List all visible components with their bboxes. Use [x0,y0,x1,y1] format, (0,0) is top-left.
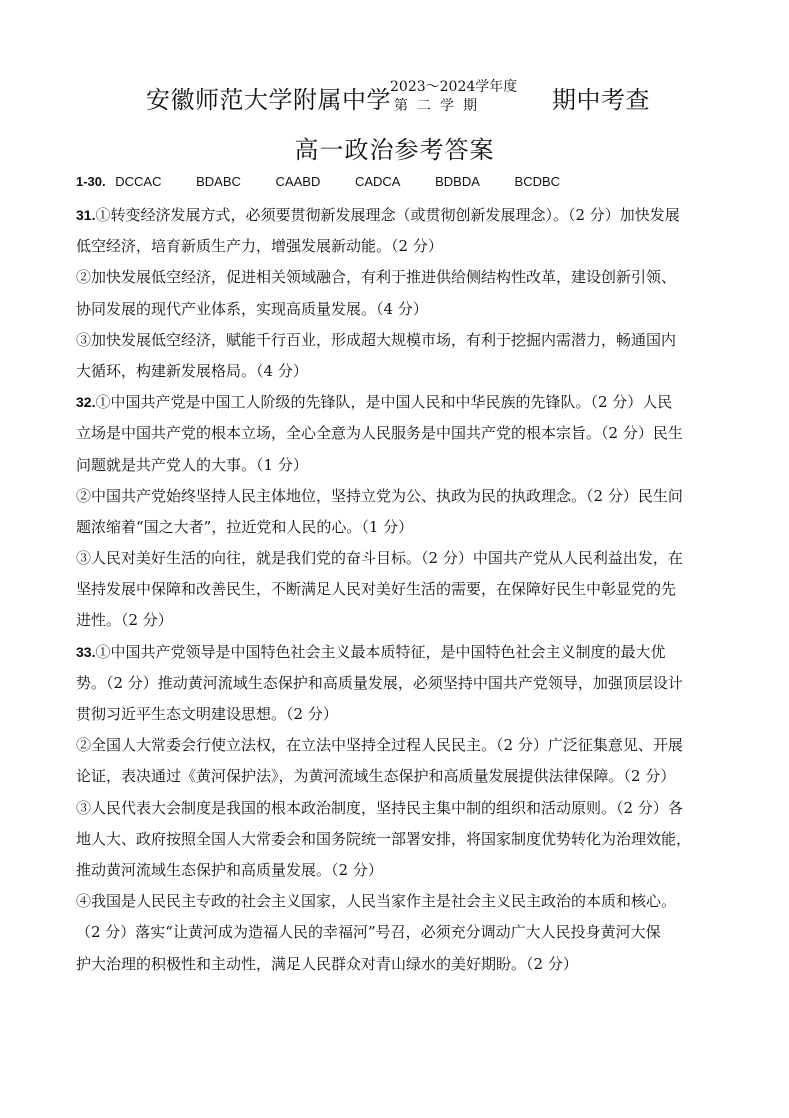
multiple-choice-answers [76,174,591,189]
mc-answer-group: CADCA [354,174,401,189]
answer-text: 贯彻习近平生态文明建设思想。（2 分） [76,705,338,723]
answer-line [76,761,720,792]
answer-line [76,450,720,481]
answer-line [76,356,720,387]
answer-text: 护大治理的积极性和主动性，满足人民群众对青山绿水的美好期盼。（2 分） [76,954,578,973]
answer-text: 坚持发展中保障和改善民生，不断满足人民对美好生活的需要，在保障好民生中彰显党的先 [76,580,677,599]
answer-line [76,886,720,917]
answer-line [76,574,720,605]
answer-text: 低空经济，培育新质生产力，增强发展新动能。（2 分） [76,237,443,256]
answer-line [76,793,720,824]
answer-line [76,231,720,262]
answer-text: ②加快发展低空经济，促进相关领域融合，有利于推进供给侧结构性改革，建设创新引领、 [76,268,677,287]
answer-text: 推动黄河流域生态保护和高质量发展。（2 分） [76,860,383,879]
mc-range-label: 1-30. [76,174,106,189]
mc-answer-group: BDBDA [435,174,480,189]
answer-text: ③加快发展低空经济，赋能千行百业，形成超大规模市场，有利于挖掘内需潜力，畅通国内 [76,330,677,349]
document-header [0,74,789,118]
answer-line [76,699,720,730]
answer-line [76,855,720,886]
answer-text: 问题就是共产党人的大事。（1 分） [76,455,308,474]
answer-line [76,481,720,512]
answer-text: ①中国共产党是中国工人阶级的先锋队，是中国人民和中华民族的先锋队。（2 分）人民 [95,393,673,412]
mc-answer-group: BDABC [196,174,241,189]
question-number: 32. [76,394,96,411]
school-name: 安徽师范大学附属中学 [146,86,391,114]
answer-line [76,730,720,761]
answer-line [76,949,720,980]
question-number: 33. [76,643,96,660]
answer-body [76,200,720,980]
academic-year: 2023～2024学年度 [390,79,518,95]
answer-line [76,418,720,449]
answer-line [76,543,720,574]
semester: 第二学期 [394,98,486,114]
answer-text: 论证，表决通过《黄河保护法》，为黄河流域生态保护和高质量发展提供法律保障。（2 分） [76,767,676,786]
answer-text: ④我国是人民民主专政的社会主义国家，人民当家作主是社会主义民主政治的本质和核心。 [76,892,677,911]
answer-text: ②全国人大常委会行使立法权，在立法中坚持全过程人民民主。（2 分）广泛征集意见、开展 [76,736,683,755]
answer-text: 立场是中国共产党的根本立场，全心全意为人民服务是中国共产党的根本宗旨。（2 分）民生 [76,424,683,443]
answer-line [76,200,720,231]
mc-answer-group: CAABD [275,174,321,189]
answer-text: 地人大、政府按照全国人大常委会和国务院统一部署安排，将国家制度优势转化为治理效能， [76,829,692,848]
answer-text: 大循环，构建新发展格局。（4 分） [76,361,308,380]
answer-line [76,824,720,855]
answer-text: ③人民代表大会制度是我国的根本政治制度，坚持民主集中制的组织和活动原则。（2 分）各 [76,798,683,817]
answer-line [76,512,720,543]
answer-line [76,668,720,699]
answer-line [76,605,720,636]
answer-text: 协同发展的现代产业体系，实现高质量发展。（4 分） [76,299,428,318]
answer-line [76,325,720,356]
answer-line [76,637,720,668]
answer-line [76,387,720,418]
mc-answer-group: BCDBC [514,174,561,189]
answer-line [76,262,720,293]
answer-text: 题浓缩着“国之大者”，拉近党和人民的心。（1 分） [76,517,414,536]
answer-text: （2 分）落实“让黄河成为造福人民的幸福河”号召，必须充分调动广大人民投身黄河大保 [76,923,661,942]
answer-text: ①中国共产党领导是中国特色社会主义最本质特征，是中国特色社会主义制度的最大优 [95,642,666,661]
answer-text: 进性。（2 分） [76,611,173,630]
answer-line [76,294,720,325]
question-number: 31. [76,207,96,223]
answer-line [76,917,720,948]
answer-text: ①转变经济发展方式，必须要贯彻新发展理念（或贯彻创新发展理念）。（2 分）加快发展 [95,206,680,224]
answer-text: 势。（2 分）推动黄河流域生态保护和高质量发展，必须坚持中国共产党领导，加强顶层设计 [76,673,683,692]
answer-text: ②中国共产党始终坚持人民主体地位，坚持立党为公、执政为民的执政理念。（2 分）民生问 [76,486,683,505]
mc-answer-group: DCCAC [115,174,162,189]
answer-text: ③人民对美好生活的向往，就是我们党的奋斗目标。（2 分）中国共产党从人民利益出发，在 [76,549,683,568]
page-title: 高一政治参考答案 [294,136,495,164]
exam-name: 期中考查 [552,86,650,114]
